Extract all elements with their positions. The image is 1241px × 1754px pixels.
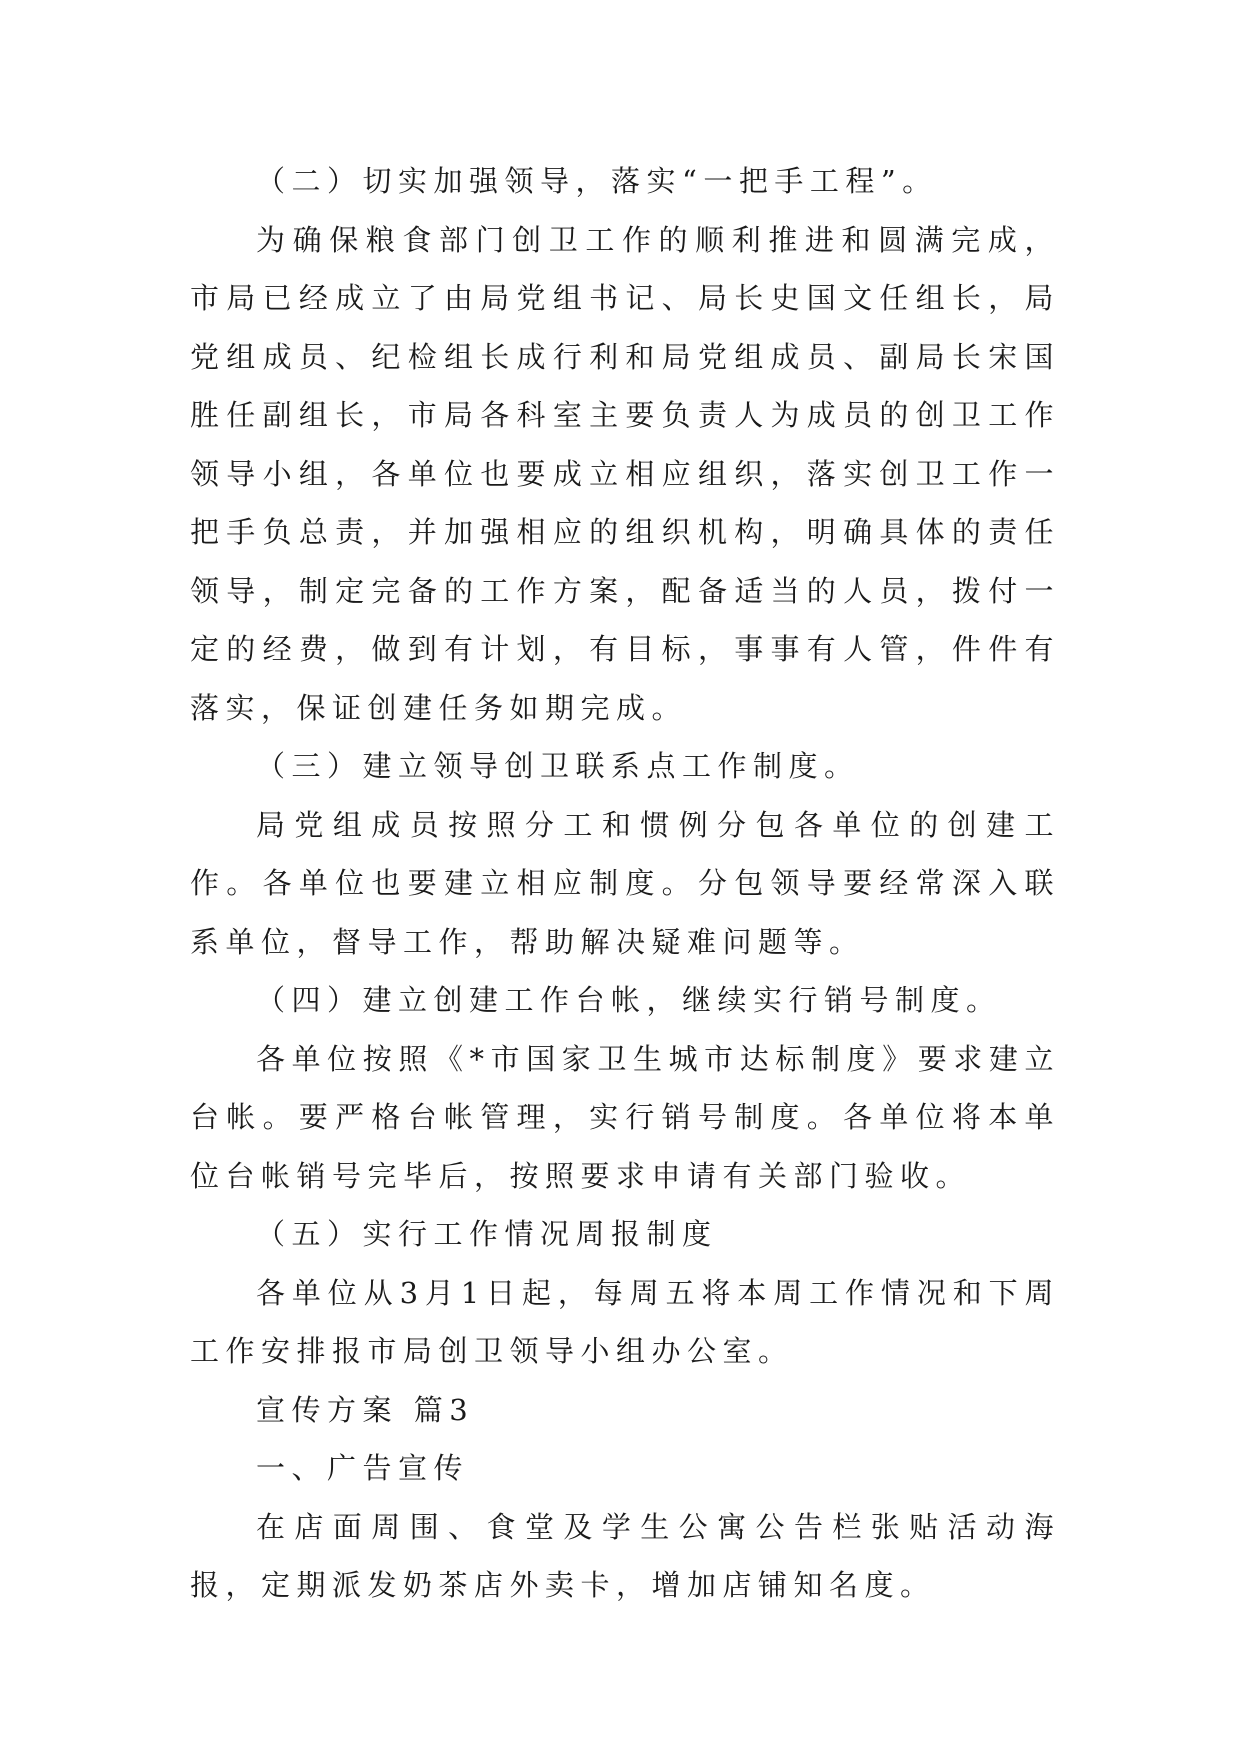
paragraph-leadership: 为确保粮食部门创卫工作的顺利推进和圆满完成，市局已经成立了由局党组书记、局长史国文任组长，局党组成员、纪检组长成行利和局党组成员、副局长宋国胜任副组长，市局各科室主要负责人为成员的创卫工作领导小组，各单位也要成立相应组织，落实创卫工作一把手负总责，并加强相应的组织机构，明确具体的责任领导，制定完备的工作方案，配备适当的人员，拨付一定的经费，做到有计划，有目标，事事有人管，件件有落实，保证创建任务如期完成。 <box>190 222 1060 725</box>
section-heading-advertising: 一、广告宣传 <box>256 1451 470 1485</box>
document-body <box>190 152 1060 1615</box>
paragraph-contact-points: 局党组成员按照分工和惯例分包各单位的创建工作。各单位也要建立相应制度。分包领导要经常深入联系单位，督导工作，帮助解决疑难问题等。 <box>190 807 1060 959</box>
paragraph-weekly-report: 各单位从3月1日起，每周五将本周工作情况和下周工作安排报市局创卫领导小组办公室。 <box>190 1275 1060 1368</box>
section-heading-4: （四）建立创建工作台帐，继续实行销号制度。 <box>256 983 1002 1017</box>
plan-title: 宣传方案 篇3 <box>256 1392 475 1427</box>
section-heading-3: （三）建立领导创卫联系点工作制度。 <box>256 749 860 783</box>
paragraph-ledger: 各单位按照《*市国家卫生城市达标制度》要求建立台帐。要严格台帐管理，实行销号制度。各单位将本单位台帐销号完毕后，按照要求申请有关部门验收。 <box>190 1041 1060 1193</box>
section-heading-5: （五）实行工作情况周报制度 <box>256 1217 718 1251</box>
section-heading-2: （二）切实加强领导，落实“一把手工程”。 <box>256 164 938 198</box>
paragraph-advertising: 在店面周围、食堂及学生公寓公告栏张贴活动海报，定期派发奶茶店外卖卡，增加店铺知名度。 <box>190 1509 1060 1602</box>
